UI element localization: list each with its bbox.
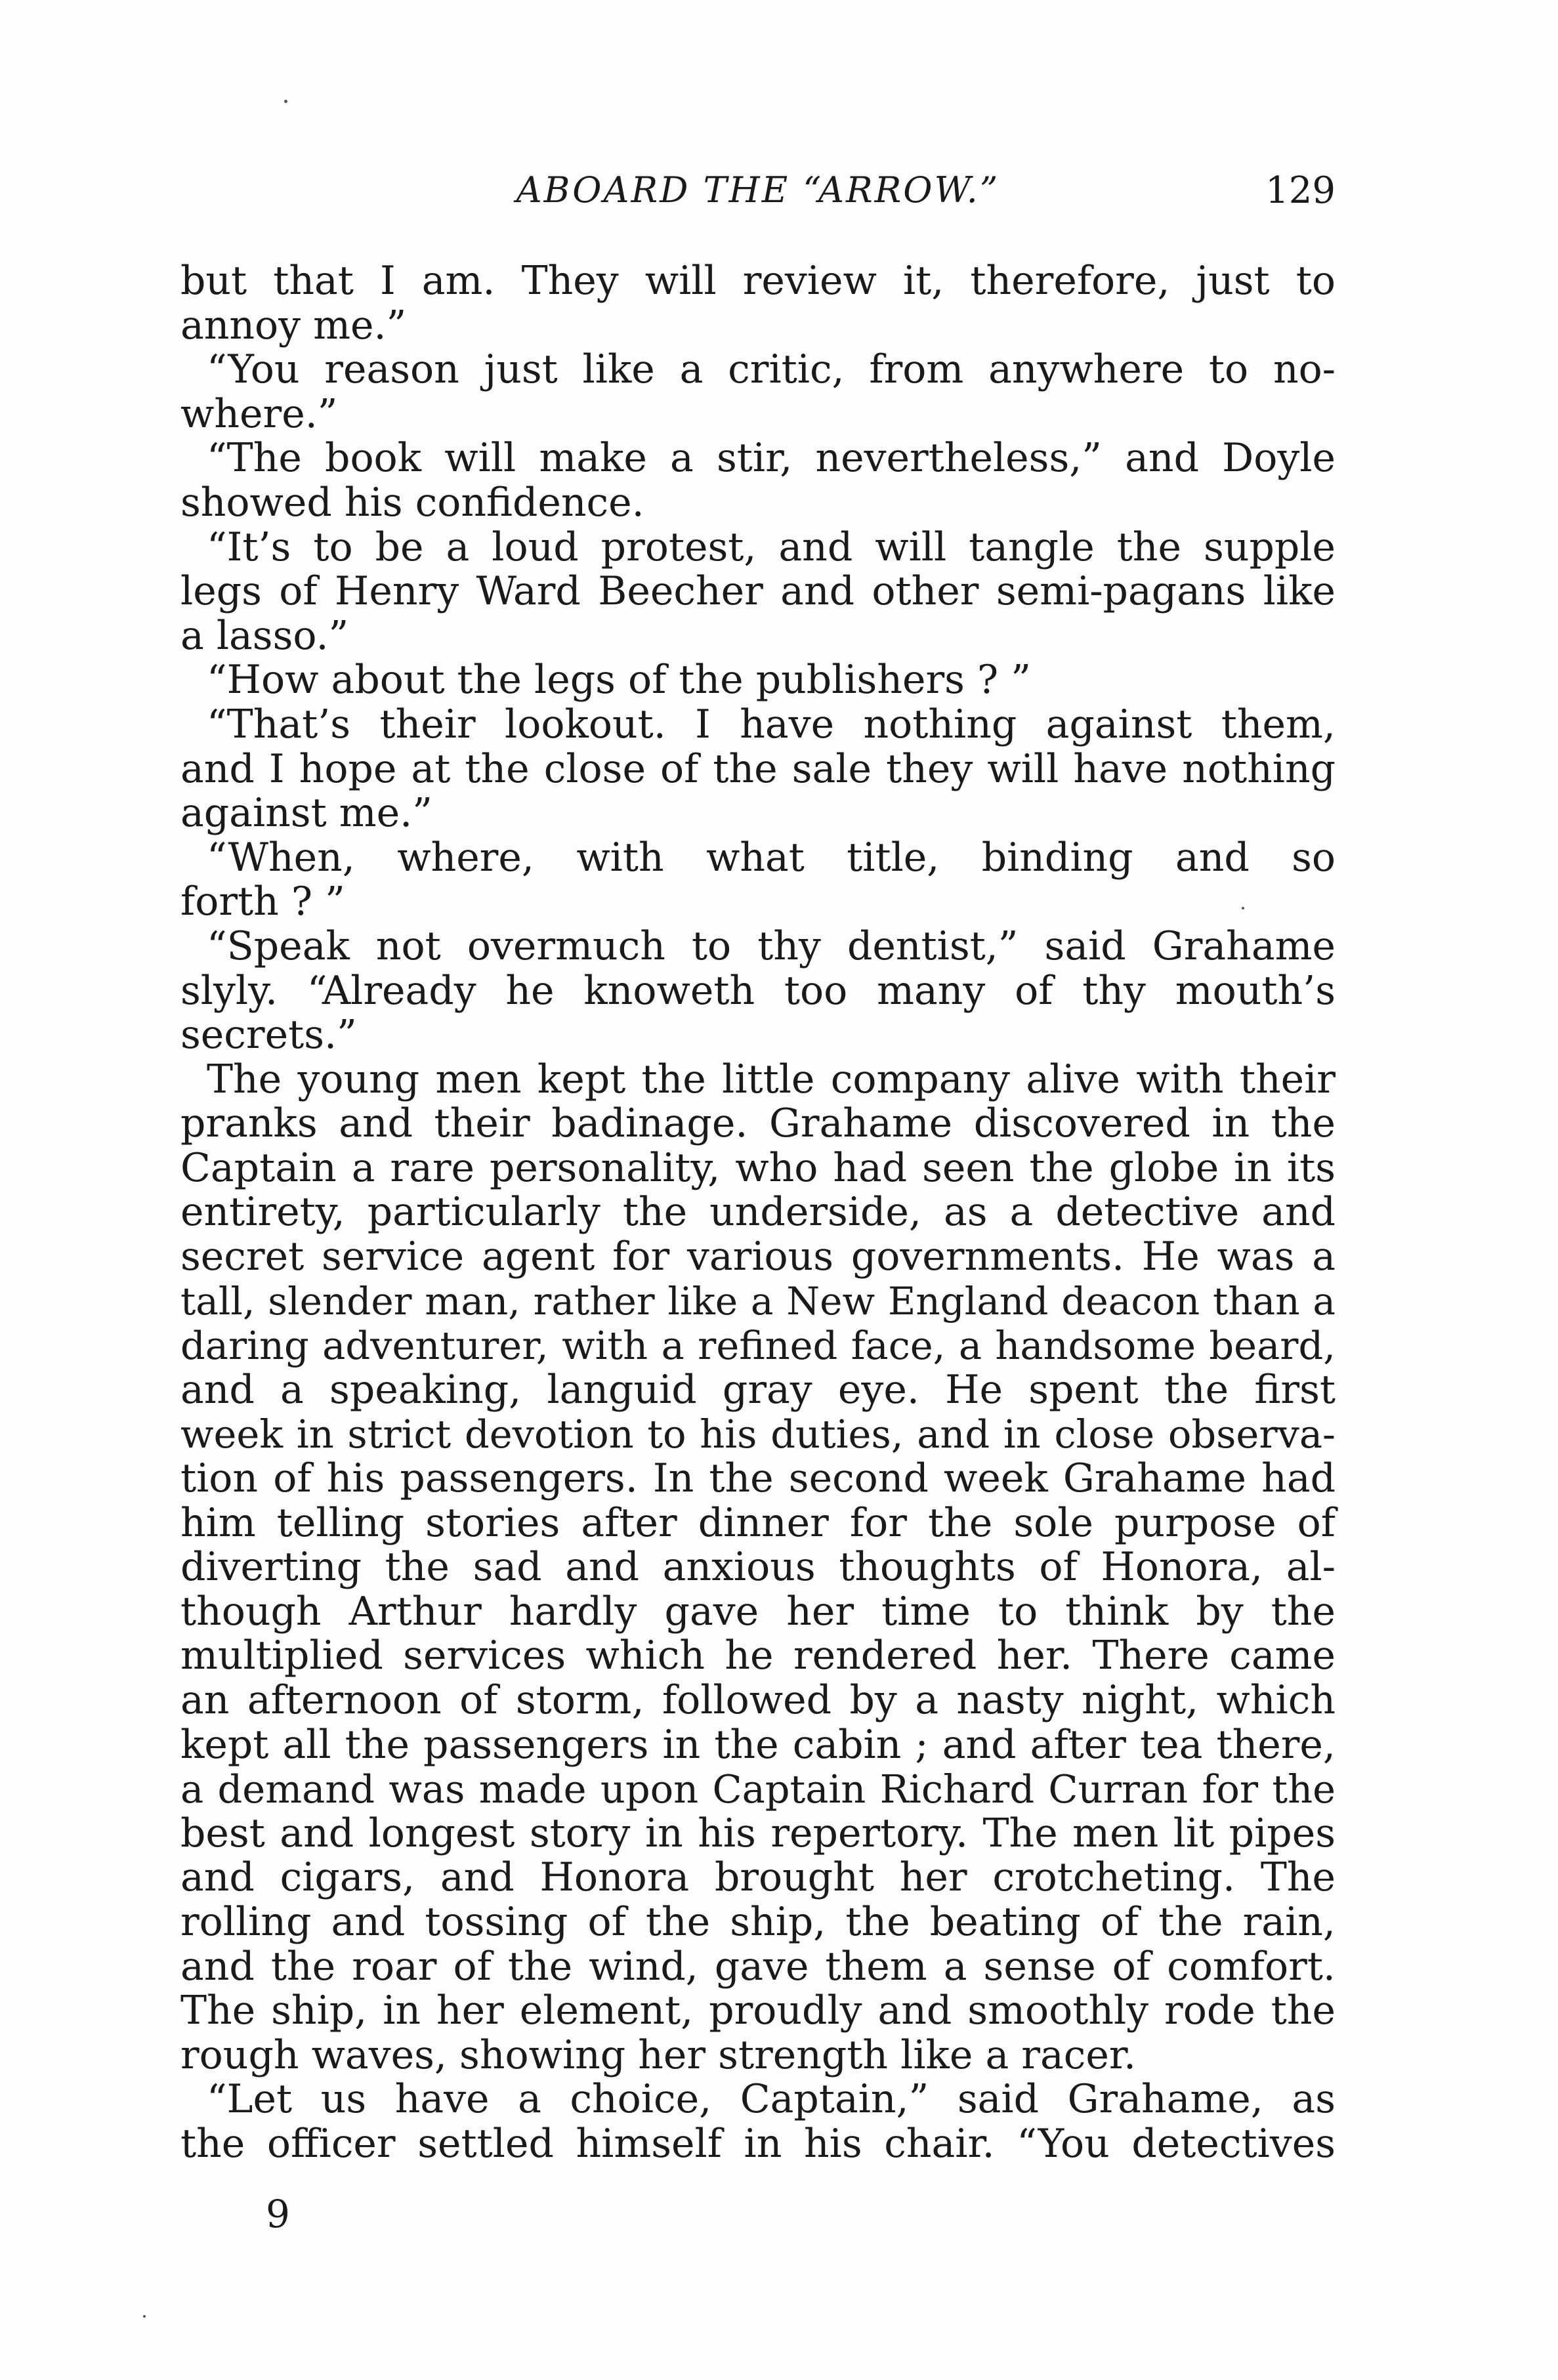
text-line: and a speaking, languid gray eye. He spent the first (180, 1366, 1336, 1413)
ink-speck (143, 2315, 146, 2318)
text-line: “It’s to be a loud protest, and will tangle the supple (207, 524, 1336, 570)
text-line: “Speak not overmuch to thy dentist,” said Grahame (207, 923, 1336, 969)
text-line: The ship, in her element, proudly and smoothly rode the (180, 1988, 1336, 2034)
text-line: annoy me.” (180, 302, 407, 348)
signature-mark: 9 (266, 2192, 290, 2236)
text-line: The young men kept the little company alive with their (207, 1056, 1336, 1102)
text-line: and cigars, and Honora brought her crotcheting. The (180, 1854, 1336, 1901)
text-line: diverting the sad and anxious thoughts of Honora, al- (180, 1544, 1336, 1591)
text-line: tall, slender man, rather like a New England deacon than a (180, 1278, 1336, 1324)
text-line: rough waves, showing her strength like a racer. (180, 2032, 1137, 2078)
text-line: and the roar of the wind, gave them a sense of comfort. (180, 1943, 1336, 1990)
text-line: showed his confidence. (180, 479, 644, 526)
running-head (180, 169, 1336, 222)
text-line: him telling stories after dinner for the sole purpose of (180, 1499, 1336, 1546)
text-line: “How about the legs of the publishers ? ” (207, 657, 1031, 703)
text-line: “Let us have a choice, Captain,” said Grahame, as (207, 2076, 1336, 2123)
text-line: an afternoon of storm, followed by a nasty night, which (180, 1677, 1336, 1723)
text-line: “The book will make a stir, nevertheless,” and Doyle (207, 435, 1336, 482)
text-line: daring adventurer, with a refined face, a handsome beard, (180, 1323, 1336, 1369)
text-line: but that I am. They will review it, therefore, just to (180, 258, 1336, 304)
text-line: though Arthur hardly gave her time to think by the (180, 1588, 1336, 1635)
text-line: a demand was made upon Captain Richard Curran for the (180, 1766, 1336, 1812)
text-line: “That’s their lookout. I have nothing against them, (207, 701, 1336, 747)
text-line: against me.” (180, 790, 432, 837)
text-line: multiplied services which he rendered her. There came (180, 1633, 1336, 1679)
text-line: “You reason just like a critic, from anywhere to no- (207, 346, 1336, 393)
text-line: the officer settled himself in his chair. “You detectives (180, 2120, 1336, 2167)
text-line: week in strict devotion to his duties, and in close observa- (180, 1411, 1336, 1457)
page-number: 129 (1265, 169, 1336, 212)
ink-speck (284, 100, 287, 103)
text-line: “When, where, with what title, binding and so (207, 834, 1336, 881)
text-line: a lasso.” (180, 612, 349, 659)
text-line: secret service agent for various governments. He was a (180, 1234, 1336, 1280)
text-line: rolling and tossing of the ship, the beating of the rain, (180, 1898, 1336, 1945)
text-line: slyly. “Already he knoweth too many of thy mouth’s (180, 967, 1336, 1014)
text-line: entirety, particularly the underside, as a detective and (180, 1189, 1336, 1236)
text-line: best and longest story in his repertory. The men lit pipes (180, 1810, 1336, 1856)
running-title: ABOARD THE “ARROW.” (516, 169, 1000, 211)
ink-speck (1242, 907, 1244, 909)
text-line: tion of his passengers. In the second week Grahame had (180, 1455, 1336, 1502)
text-line: secrets.” (180, 1012, 357, 1058)
body-text (180, 259, 1336, 2167)
text-line: forth ? ” (180, 879, 345, 925)
text-line: pranks and their badinage. Grahame discovered in the (180, 1100, 1336, 1147)
text-line: kept all the passengers in the cabin ; and after tea there, (180, 1721, 1336, 1768)
text-line: legs of Henry Ward Beecher and other semi-pagans like (180, 568, 1336, 615)
text-line: and I hope at the close of the sale they will have nothing (180, 745, 1336, 792)
text-line: Captain a rare personality, who had seen the globe in its (180, 1144, 1336, 1191)
text-line: where.” (180, 390, 338, 437)
